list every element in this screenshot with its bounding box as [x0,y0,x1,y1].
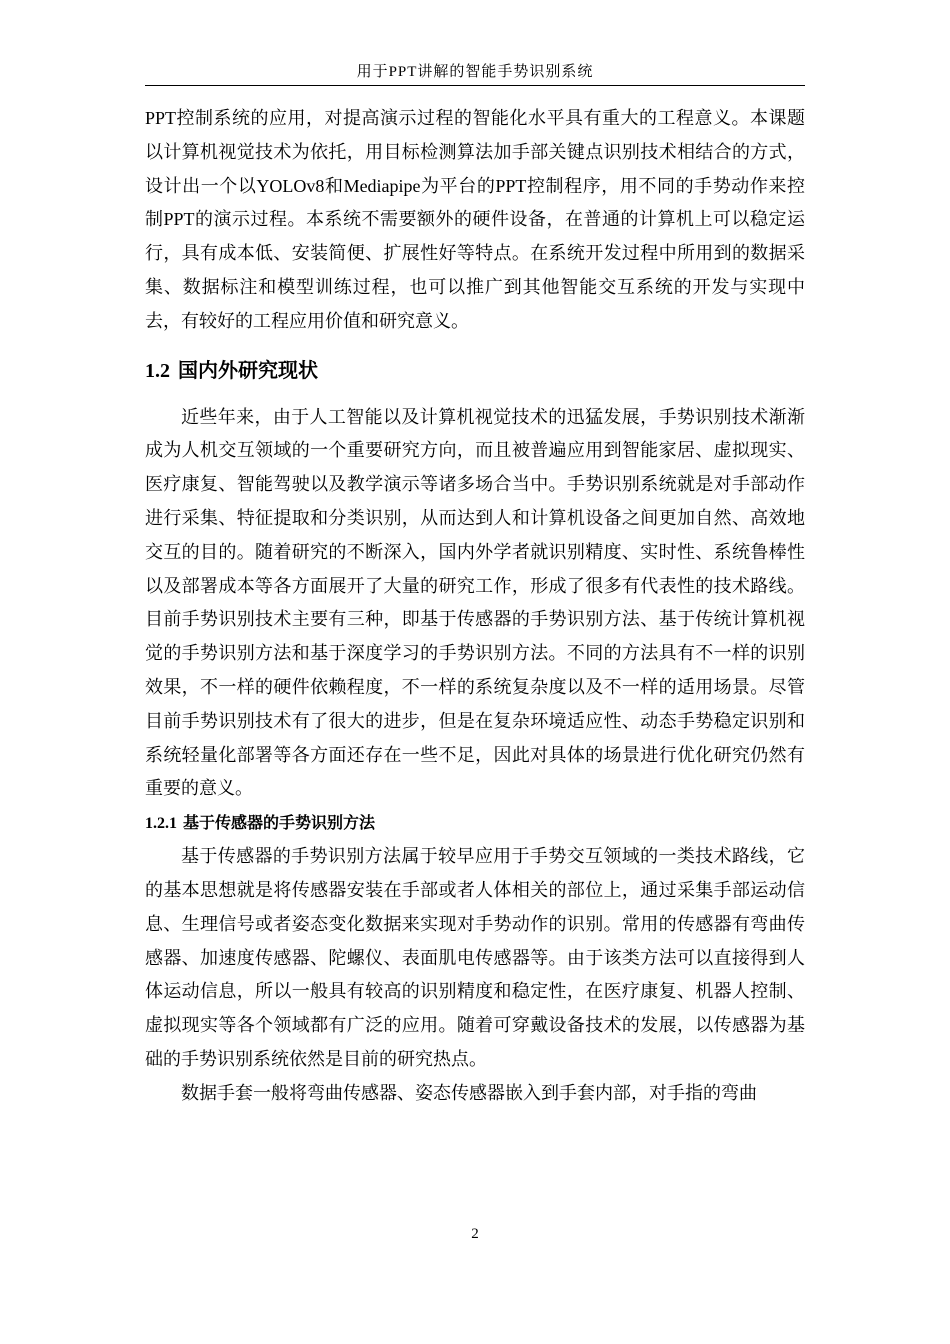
running-header: 用于PPT讲解的智能手势识别系统 [356,64,594,80]
subsection-title: 基于传感器的手势识别方法 [183,813,376,833]
paragraph-sensor-methods: 基于传感器的手势识别方法属于较早应用于手势交互领域的一类技术路线，它的基本思想就是将传感器安装在手部或者人体相关的部位上，通过采集手部运动信息、生理信号或者姿态变化数据来实现对手势动作的识别。常用的传感器有弯曲传感器、加速度传感器、陀螺仪、表面肌电传感器等。由于该类方法可以直接得到人体运动信息，所以一般具有较高的识别精度和稳定性，在医疗康复、机器人控制、虚拟现实等各个领域都有广泛的应用。随着可穿戴设备技术的发展，以传感器为基础的手势识别系统依然是目前的研究热点。 [145,846,805,1069]
subsection-heading-1-2-1 [145,806,805,840]
section-number: 1.2 [145,359,170,382]
paragraph-research-overview: 近些年来，由于人工智能以及计算机视觉技术的迅猛发展，手势识别技术渐渐成为人机交互领域的一个重要研究方向，而且被普遍应用到智能家居、虚拟现实、医疗康复、智能驾驶以及教学演示等诸多场合当中。手势识别系统就是对手部动作进行采集、特征提取和分类识别，从而达到人和计算机设备之间更加自然、高效地交互的目的。随着研究的不断深入，国内外学者就识别精度、实时性、系统鲁棒性以及部署成本等各方面展开了大量的研究工作，形成了很多有代表性的技术路线。目前手势识别技术主要有三种，即基于传感器的手势识别方法、基于传统计算机视觉的手势识别方法和基于深度学习的手势识别方法。不同的方法具有不一样的识别效果，不一样的硬件依赖程度，不一样的系统复杂度以及不一样的适用场景。尽管目前手势识别技术有了很大的进步，但是在复杂环境适应性、动态手势稳定识别和系统轻量化部署等各方面还存在一些不足，因此对具体的场景进行优化研究仍然有重要的意义。 [145,406,805,799]
header-rule [145,85,805,86]
paragraph-data-glove: 数据手套一般将弯曲传感器、姿态传感器嵌入到手套内部，对手指的弯曲 [181,1082,757,1103]
section-heading-1-2 [145,339,805,401]
paragraph-ppt-control-significance: PPT控制系统的应用，对提高演示过程的智能化水平具有重大的工程意义。本课题以计算机视觉技术为依托，用目标检测算法加手部关键点识别技术相结合的方式，设计出一个以YOLOv8和Mediapipe为平台的PPT控制程序，用不同的手势动作来控制PPT的演示过程。本系统不需要额外的硬件设备，在普通的计算机上可以稳定运行，具有成本低、安装简便、扩展性好等特点。在系统开发过程中所用到的数据采集、数据标注和模型训练过程，也可以推广到其他智能交互系统的开发与实现中去，有较好的工程应用价值和研究意义。 [145,108,805,331]
section-title: 国内外研究现状 [178,357,318,382]
page-body [145,102,805,1111]
subsection-number: 1.2.1 [145,815,177,833]
page-number: 2 [471,1226,479,1242]
